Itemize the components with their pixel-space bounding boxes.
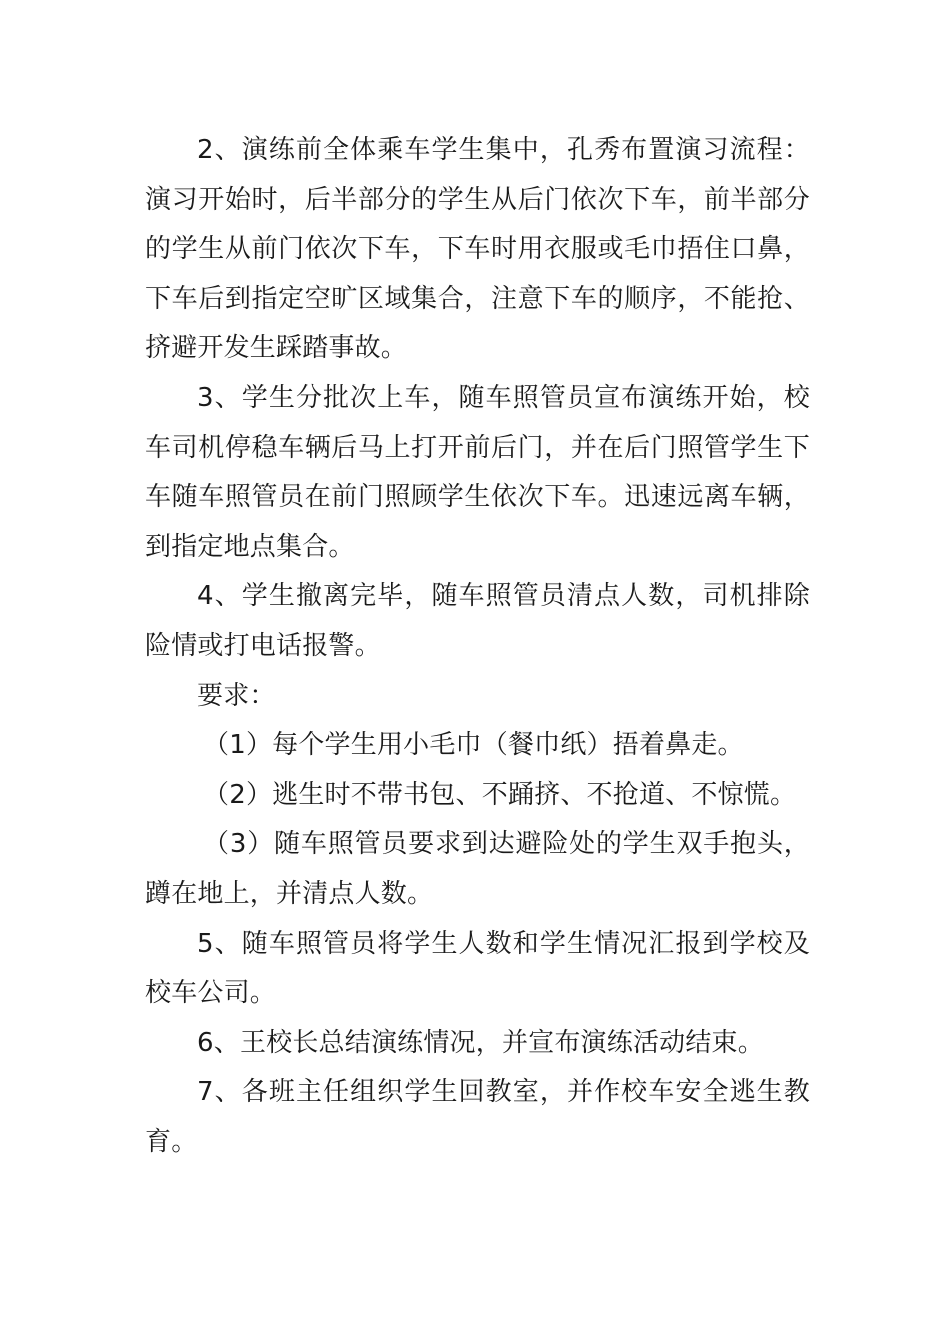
paragraph-step-2: 2、演练前全体乘车学生集中，孔秀布置演习流程：演习开始时，后半部分的学生从后门依次下车，前半部分的学生从前门依次下车，下车时用衣服或毛巾捂住口鼻，下车后到指定空旷区域集合，注意下车的顺序，不能抢、挤避开发生踩踏事故。 (145, 135, 810, 364)
requirements-heading: 要求： (197, 680, 276, 711)
paragraph-step-3: 3、学生分批次上车，随车照管员宣布演练开始，校车司机停稳车辆后马上打开前后门，并在后门照管学生下车随车照管员在前门照顾学生依次下车。迅速远离车辆，到指定地点集合。 (145, 382, 810, 562)
requirement-item-2: （2）逃生时不带书包、不踊挤、不抢道、不惊慌。 (203, 779, 797, 810)
document-body (145, 126, 810, 1167)
requirement-item-3: （3）随车照管员要求到达避险处的学生双手抱头，蹲在地上，并清点人数。 (145, 829, 810, 909)
paragraph-step-4: 4、学生撤离完毕，随车照管员清点人数，司机排除险情或打电话报警。 (145, 581, 810, 661)
requirement-item-1: （1）每个学生用小毛巾（餐巾纸）捂着鼻走。 (203, 730, 744, 761)
paragraph-step-6: 6、王校长总结演练情况，并宣布演练活动结束。 (197, 1027, 764, 1058)
paragraph-step-7: 7、各班主任组织学生回教室，并作校车安全逃生教育。 (145, 1077, 810, 1157)
paragraph-step-5: 5、随车照管员将学生人数和学生情况汇报到学校及校车公司。 (145, 928, 810, 1009)
